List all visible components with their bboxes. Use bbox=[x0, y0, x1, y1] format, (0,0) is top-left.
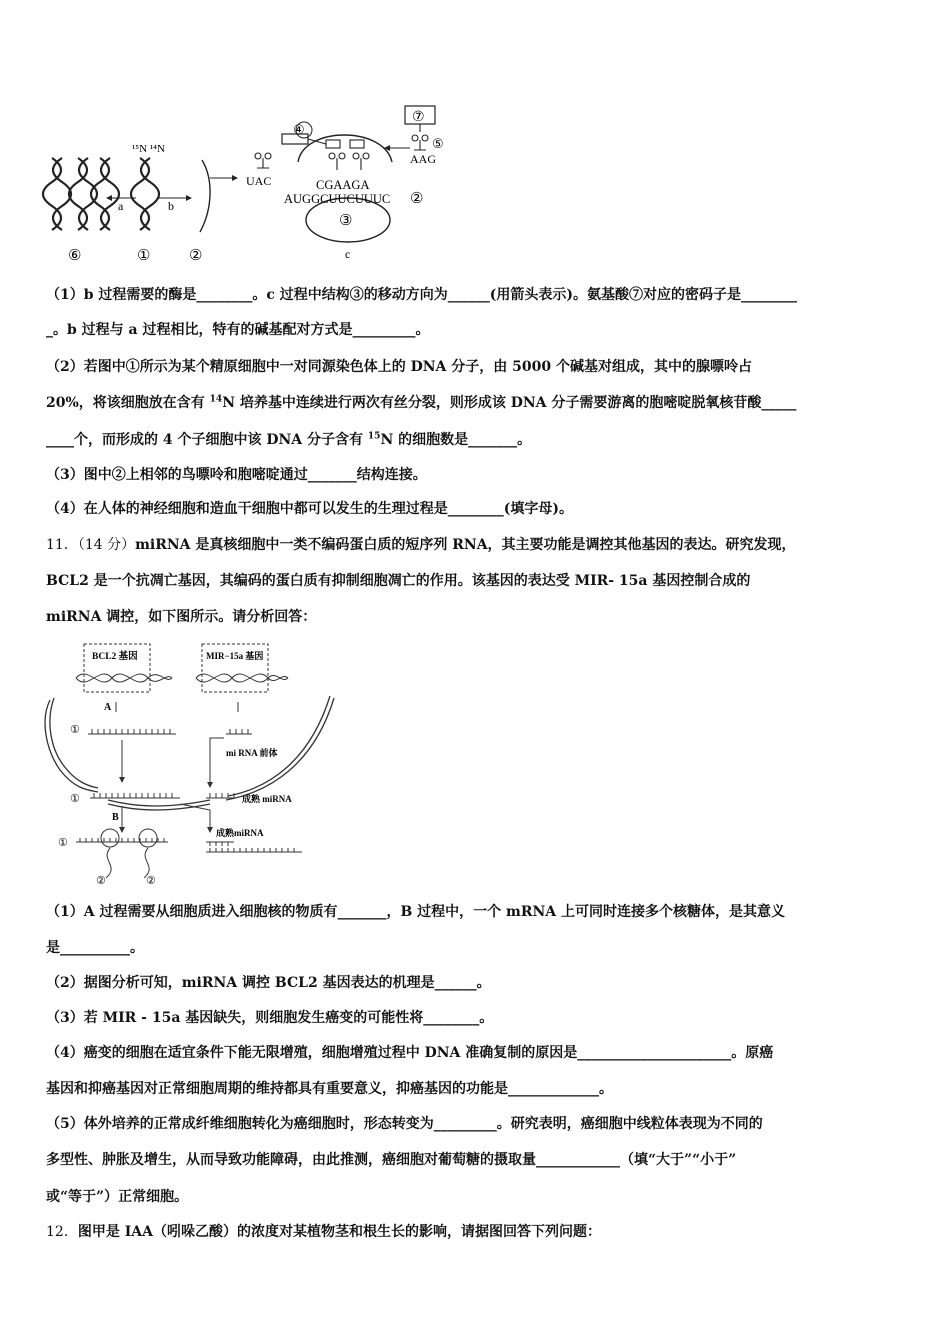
label-num3: ③ bbox=[339, 213, 353, 229]
q11-part4-line2: 基因和抑癌基因对正常细胞周期的维持都具有重要意义，抑癌基因的功能是_____________。 bbox=[46, 1081, 613, 1097]
mature-mirna-label-1: 成熟 miRNA bbox=[242, 794, 292, 804]
q12-number: 12． bbox=[46, 1224, 78, 1240]
label-num4: ④ bbox=[293, 122, 305, 137]
label-num2-left: ② bbox=[189, 248, 203, 264]
q12-text: 12．图甲是 IAA（吲哚乙酸）的浓度对某植物茎和根生长的影响，请据图回答下列问题： bbox=[46, 1224, 601, 1240]
mature-mirna-label-2: 成熟miRNA bbox=[216, 828, 264, 838]
q10-part1-line1: （1）b 过程需要的酶是________。c 过程中结构③的移动方向为______(用箭头表示)。氨基酸⑦对应的密码子是________ bbox=[46, 287, 798, 303]
mirna-regulation-figure bbox=[40, 640, 340, 890]
q11-intro-line3: miRNA 调控，如下图所示。请分析回答： bbox=[46, 609, 317, 625]
nuclear-membrane bbox=[45, 696, 334, 810]
trna-aag bbox=[412, 124, 428, 150]
circle1-c: ① bbox=[58, 837, 68, 849]
trna-on-ribosome bbox=[308, 139, 369, 170]
label-uac: UAC bbox=[246, 174, 272, 188]
q11-intro-line2: BCL2 是一个抗凋亡基因，其编码的蛋白质有抑制细胞凋亡的作用。该基因的表达受 MIR- 15a 基因控制合成的 bbox=[46, 573, 751, 589]
label-num5: ⑤ bbox=[432, 136, 444, 151]
q11-score: （14 分） bbox=[77, 537, 136, 553]
q11-part2: （2）据图分析可知，miRNA 调控 BCL2 基因表达的机理是______。 bbox=[46, 975, 491, 991]
mirna-precursor-strand bbox=[226, 702, 252, 734]
label-num1: ① bbox=[137, 248, 151, 264]
q11-number: 11． bbox=[46, 537, 78, 553]
label-num7: ⑦ bbox=[412, 110, 425, 125]
q11-part4-line1: （4）癌变的细胞在适宜条件下能无限增殖，细胞增殖过程中 DNA 准确复制的原因是______________________。原癌 bbox=[46, 1045, 774, 1061]
dna-helix-6 bbox=[43, 158, 119, 230]
superscript-14: 14 bbox=[209, 394, 223, 405]
circle1-a: ① bbox=[70, 724, 80, 736]
q10-part1-line2: _。b 过程与 a 过程相比，特有的碱基配对方式是_________。 bbox=[46, 322, 430, 338]
label-b: b bbox=[168, 199, 174, 213]
anticodon-sequence: CGAAGA bbox=[316, 178, 370, 192]
q11-part1-line2: 是__________。 bbox=[46, 940, 144, 956]
q11-part5-line2: 多型性、肿胀及增生，从而导致功能障碍，由此推测，癌细胞对葡萄糖的摄取量____________（填“大于”“小于” bbox=[46, 1152, 737, 1168]
q10-part2-line3: ____个，而形成的 4 个子细胞中该 DNA 分子含有 $^{15}$N 的细胞数是_______。 bbox=[46, 431, 532, 448]
q11-part3: （3）若 MIR - 15a 基因缺失，则细胞发生癌变的可能性将________。 bbox=[46, 1010, 494, 1026]
label-B: B bbox=[112, 812, 119, 823]
bcl2-mrna-cytoplasm bbox=[90, 793, 180, 798]
q11-part1-line1: （1）A 过程需要从细胞质进入细胞核的物质有_______，B 过程中，一个 mRNA 上可同时连接多个核糖体，是其意义 bbox=[46, 904, 786, 920]
label-num2-right: ② bbox=[410, 191, 424, 207]
label-c: c bbox=[345, 247, 351, 261]
bcl2-gene-label: BCL2 基因 bbox=[92, 652, 138, 662]
q11-part5-line3: 或“等于”）正常细胞。 bbox=[46, 1189, 189, 1205]
mature-mirna-2 bbox=[206, 842, 302, 852]
label-aag: AAG bbox=[410, 152, 436, 166]
trna-uac bbox=[255, 153, 271, 168]
mrna-sequence: AUGGCUUCUUUC bbox=[284, 192, 391, 206]
circle2-a: ② bbox=[96, 875, 106, 887]
q11-part5-line1: （5）体外培养的正常成纤维细胞转化为癌细胞时，形态转变为_________。研究表明，癌细胞中线粒体表现为不同的 bbox=[46, 1116, 763, 1132]
dna-helix-1 bbox=[131, 158, 159, 230]
label-a: a bbox=[118, 199, 124, 213]
circle2-b: ② bbox=[146, 875, 156, 887]
label-A: A bbox=[104, 702, 112, 713]
label-15n-14n: ¹⁵N ¹⁴N bbox=[132, 143, 165, 155]
translation-mrna bbox=[76, 829, 168, 878]
label-num6: ⑥ bbox=[68, 248, 82, 264]
precursor-label: mi RNA 前体 bbox=[226, 748, 278, 758]
q11-intro-line1: 11．（14 分）miRNA 是真核细胞中一类不编码蛋白质的短序列 RNA，其主要功能是调控其他基因的表达。研究发现， bbox=[46, 537, 796, 553]
q10-part2-line2: 20%，将该细胞放在含有 $^{14}$N 培养基中连续进行两次有丝分裂，则形成该 DNA 分子需要游离的胞嘧啶脱氧核苷酸_____ bbox=[46, 394, 797, 411]
dna-process-figure bbox=[40, 100, 460, 265]
mir15a-gene-label: MIR−15a 基因 bbox=[206, 651, 264, 661]
superscript-15: 15 bbox=[367, 431, 381, 442]
mrna-strand-2 bbox=[200, 160, 210, 232]
circle1-b: ① bbox=[70, 793, 80, 805]
q10-part2-line1: （2）若图中①所示为某个精原细胞中一对同源染色体上的 DNA 分子，由 5000 个碱基对组成，其中的腺嘌呤占 bbox=[46, 359, 752, 375]
q10-part4: （4）在人体的神经细胞和造血干细胞中都可以发生的生理过程是________(填字母)。 bbox=[46, 501, 573, 517]
bcl2-mrna-nucleus bbox=[88, 729, 176, 734]
q10-part3: （3）图中②上相邻的鸟嘌呤和胞嘧啶通过_______结构连接。 bbox=[46, 467, 427, 483]
